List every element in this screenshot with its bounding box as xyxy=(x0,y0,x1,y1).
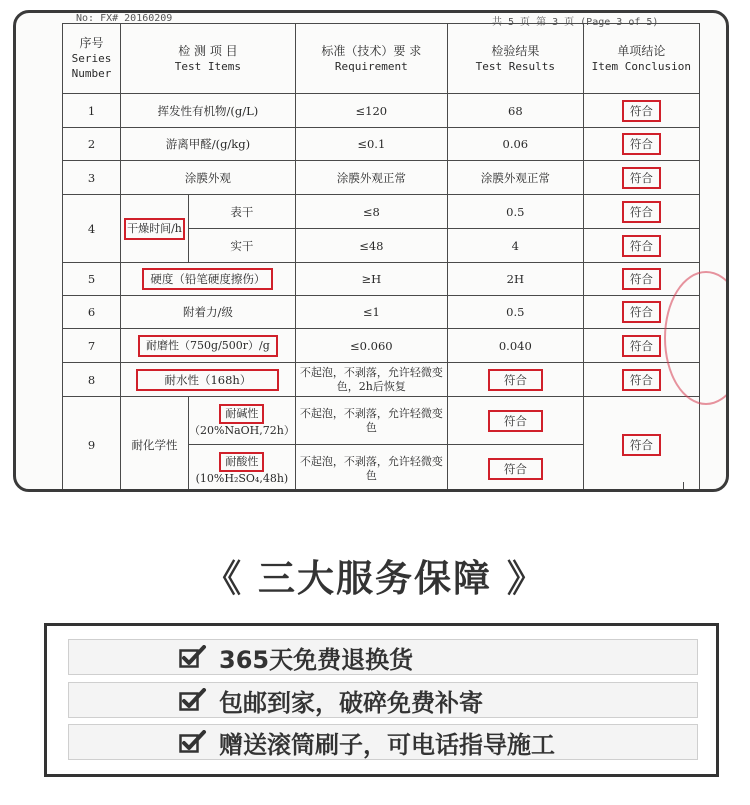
test-result-cell xyxy=(447,363,583,397)
item-mark: 耐水性（168h） xyxy=(136,369,279,391)
header-series-number: 序号 Series Number xyxy=(63,24,121,94)
table-row xyxy=(63,195,700,229)
row-number: 2 xyxy=(63,128,121,161)
test-result: 0.040 xyxy=(447,329,583,363)
test-result-cell xyxy=(447,397,583,445)
requirement: ≤0.1 xyxy=(295,128,447,161)
requirement: 不起泡，不剥落，允许轻微变色，2h后恢复 xyxy=(295,363,447,397)
sub-item: 表干 xyxy=(189,195,296,229)
conclusion-cell xyxy=(583,195,699,229)
conclusion-mark: 符合 xyxy=(622,201,661,223)
sub-item-mark: 耐酸性 xyxy=(219,452,264,472)
service-item xyxy=(68,724,698,760)
item-mark: 干燥时间/h xyxy=(124,218,185,240)
table-row xyxy=(63,329,700,363)
row-number: 7 xyxy=(63,329,121,363)
test-result: 涂膜外观正常 xyxy=(447,161,583,195)
conclusion-mark: 符合 xyxy=(622,100,661,122)
test-item: 附着力/级 xyxy=(121,296,296,329)
test-item: 挥发性有机物/(g/L) xyxy=(121,94,296,128)
conclusion-mark: 符合 xyxy=(622,335,661,357)
header-item-conclusion: 单项结论 Item Conclusion xyxy=(583,24,699,94)
service-title: 《 三大服务保障 》 xyxy=(204,557,546,600)
test-result: 2H xyxy=(447,263,583,296)
service-item-label: 365天免费退换货 xyxy=(219,645,414,674)
row-number: 3 xyxy=(63,161,121,195)
test-item xyxy=(121,329,296,363)
table-bottom-strip xyxy=(62,482,684,492)
conclusion-mark: 符合 xyxy=(622,268,661,290)
table-row xyxy=(63,94,700,128)
requirement: ≤120 xyxy=(295,94,447,128)
row-number: 6 xyxy=(63,296,121,329)
conclusion-cell xyxy=(583,94,699,128)
header-test-items: 检 测 项 目 Test Items xyxy=(121,24,296,94)
test-item xyxy=(121,195,189,263)
test-report-table xyxy=(62,23,700,492)
header-requirement: 标准（技术）要 求 Requirement xyxy=(295,24,447,94)
requirement: 涂膜外观正常 xyxy=(295,161,447,195)
service-item-label: 赠送滚筒刷子，可电话指导施工 xyxy=(219,730,555,759)
table-row xyxy=(63,161,700,195)
checkbox-check-icon xyxy=(179,730,207,754)
row-number: 8 xyxy=(63,363,121,397)
test-item: 耐化学性 xyxy=(121,397,189,493)
table-header-row xyxy=(63,24,700,94)
sub-item: 实干 xyxy=(189,229,296,263)
service-item-label: 包邮到家，破碎免费补寄 xyxy=(219,688,483,717)
service-item xyxy=(68,682,698,718)
conclusion-mark: 符合 xyxy=(622,167,661,189)
requirement: ≥H xyxy=(295,263,447,296)
row-number: 9 xyxy=(63,397,121,493)
conclusion-mark: 符合 xyxy=(622,369,661,391)
test-item: 游离甲醛/(g/kg) xyxy=(121,128,296,161)
test-item xyxy=(121,263,296,296)
test-report-image xyxy=(13,10,729,492)
item-mark: 硬度（铅笔硬度擦伤） xyxy=(142,268,273,290)
table-row xyxy=(63,263,700,296)
checkbox-check-icon xyxy=(179,688,207,712)
row-number: 5 xyxy=(63,263,121,296)
conclusion-mark: 符合 xyxy=(622,301,661,323)
result-mark: 符合 xyxy=(488,458,543,480)
requirement: ≤8 xyxy=(295,195,447,229)
result-mark: 符合 xyxy=(488,410,543,432)
service-item xyxy=(68,639,698,675)
table-row xyxy=(63,128,700,161)
service-guarantee-box xyxy=(44,623,719,777)
sub-item-condition: （20%NaOH,72h） xyxy=(189,423,295,437)
table-row xyxy=(63,397,700,445)
conclusion-cell xyxy=(583,229,699,263)
sub-item xyxy=(189,397,296,445)
conclusion-mark: 符合 xyxy=(622,434,661,456)
table-row xyxy=(63,363,700,397)
test-item: 涂膜外观 xyxy=(121,161,296,195)
row-number: 4 xyxy=(63,195,121,263)
test-result: 0.06 xyxy=(447,128,583,161)
conclusion-cell xyxy=(583,128,699,161)
requirement: ≤0.060 xyxy=(295,329,447,363)
checkbox-check-icon xyxy=(179,645,207,669)
requirement: ≤48 xyxy=(295,229,447,263)
header-test-results: 检验结果 Test Results xyxy=(447,24,583,94)
test-result: 68 xyxy=(447,94,583,128)
test-result: 4 xyxy=(447,229,583,263)
table-row xyxy=(63,296,700,329)
conclusion-mark: 符合 xyxy=(622,235,661,257)
conclusion-mark: 符合 xyxy=(622,133,661,155)
item-mark: 耐磨性（750g/500r）/g xyxy=(138,335,278,357)
requirement: 不起泡，不剥落，允许轻微变色 xyxy=(295,397,447,445)
conclusion-cell xyxy=(583,397,699,493)
requirement: ≤1 xyxy=(295,296,447,329)
conclusion-cell xyxy=(583,161,699,195)
sub-item-mark: 耐碱性 xyxy=(219,404,264,424)
page-indicator: 共 5 页 第 3 页 (Page 3 of 5) xyxy=(492,17,659,28)
test-result: 0.5 xyxy=(447,195,583,229)
sub-item-condition: (10%H₂SO₄,48h) xyxy=(195,471,289,485)
test-result: 0.5 xyxy=(447,296,583,329)
requirement: 不起泡，不剥落，允许轻微变色 xyxy=(295,445,447,493)
report-number: No: FX# 20160209 xyxy=(76,13,173,24)
row-number: 1 xyxy=(63,94,121,128)
test-item xyxy=(121,363,296,397)
result-mark: 符合 xyxy=(488,369,543,391)
